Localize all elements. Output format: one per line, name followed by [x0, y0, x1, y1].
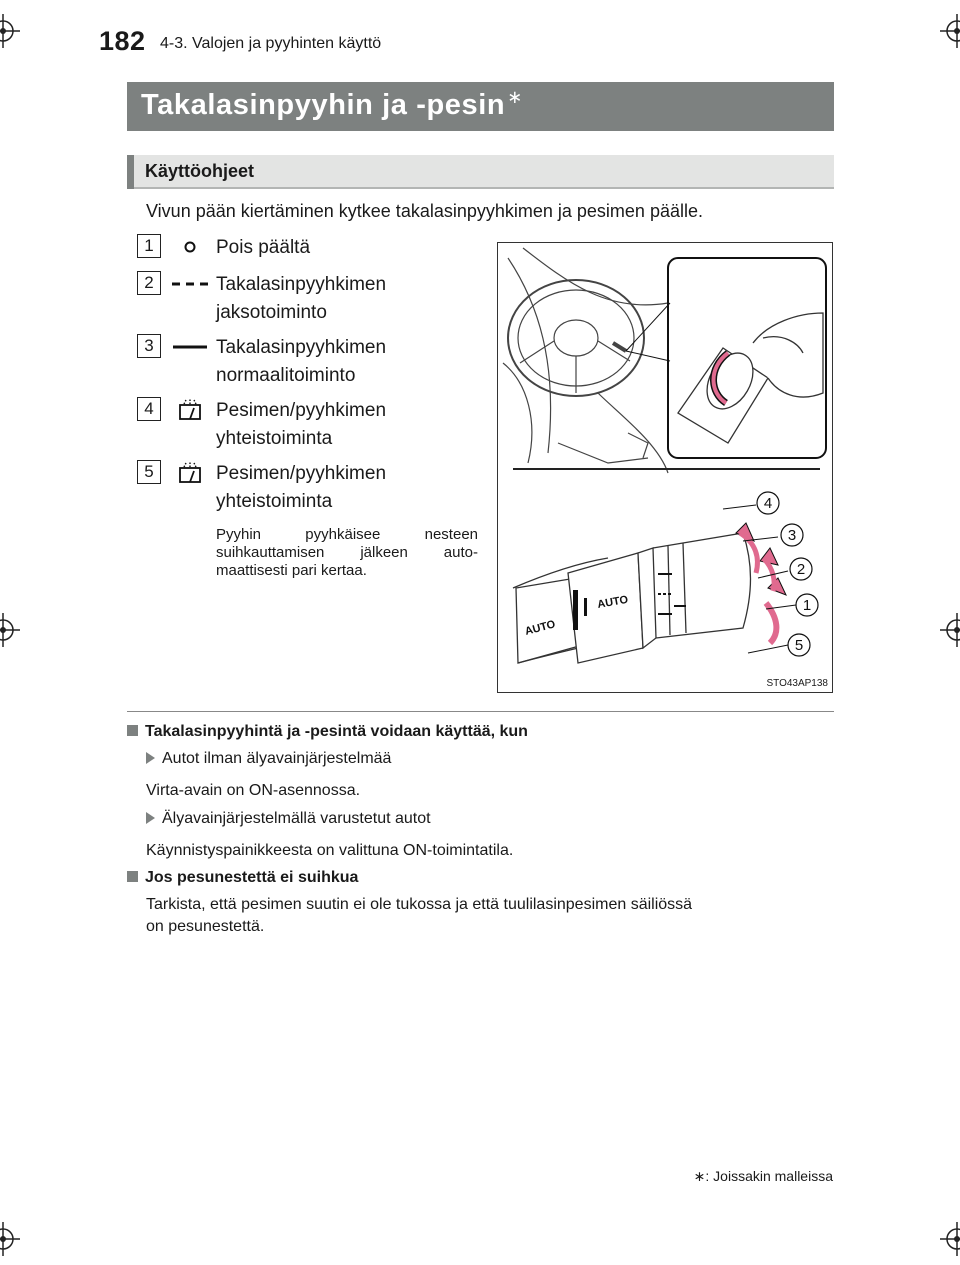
square-bullet-icon	[127, 871, 138, 882]
square-bullet-icon	[127, 725, 138, 736]
item-number: 4	[137, 397, 161, 421]
intro-text: Vivun pään kiertäminen kytkee takalasinpyyhkimen ja pesimen päälle.	[146, 201, 703, 221]
item-number: 5	[137, 460, 161, 484]
callout-2: 2	[796, 561, 806, 578]
crop-mark	[0, 1222, 20, 1256]
washer-wiper-icon	[171, 399, 209, 421]
washer-wiper-icon	[171, 462, 209, 484]
asterisk-icon: ∗	[507, 87, 523, 107]
page-title: Takalasinpyyhin ja -pesin ∗	[141, 87, 523, 121]
dashed-line-icon	[171, 273, 209, 295]
subheading-accent	[127, 155, 134, 189]
triangle-bullet-icon	[146, 752, 155, 764]
running-head: 4-3. Valojen ja pyyhinten käyttö	[160, 35, 382, 52]
crop-mark	[940, 14, 960, 48]
callout-3: 3	[787, 527, 797, 544]
callout-5: 5	[794, 637, 804, 654]
wiper-stalk-illustration	[497, 242, 833, 693]
stalk-label-auto: AUTO	[523, 618, 557, 638]
subheading-bar	[127, 155, 834, 189]
section-heading: Takalasinpyyhintä ja -pesintä voidaan käyttää, kun	[127, 723, 528, 741]
body-text: Virta-avain on ON-asennossa.	[146, 782, 361, 799]
illustration-drawing	[498, 243, 834, 694]
item-number: 3	[137, 334, 161, 358]
item-number: 1	[137, 234, 161, 258]
note-text: Pyyhin pyyhkäisee nesteen suihkauttamisen jälkeen auto-maattisesti pari kertaa.	[216, 526, 478, 579]
stalk-label-auto: AUTO	[596, 593, 630, 611]
title-bar	[127, 82, 834, 131]
item-label: Pois päältä	[216, 237, 311, 258]
crop-mark	[0, 613, 20, 647]
body-text: on pesunestettä.	[146, 918, 265, 935]
callout-1: 1	[802, 597, 812, 614]
item-label: Takalasinpyyhkimen normaalitoiminto	[216, 337, 387, 386]
triangle-bullet-icon	[146, 812, 155, 824]
divider	[127, 711, 834, 712]
crop-mark	[940, 613, 960, 647]
solid-line-icon	[171, 336, 209, 358]
callout-4: 4	[763, 495, 773, 512]
section-heading: Jos pesunestettä ei suihkua	[127, 869, 358, 887]
asterisk-icon: ∗	[693, 1168, 706, 1184]
off-circle-icon	[171, 236, 209, 258]
item-label: Pesimen/pyyhkimen yhteistoiminta	[216, 463, 387, 512]
body-text: Käynnistyspainikkeesta on valittuna ON-toimintatila.	[146, 842, 514, 859]
page-number: 182	[99, 26, 146, 56]
footnote: ∗: Joissakin malleissa	[693, 1168, 833, 1184]
subheading: Käyttöohjeet	[145, 161, 255, 181]
crop-mark	[940, 1222, 960, 1256]
condition-bullet: Älyavainjärjestelmällä varustetut autot	[146, 810, 431, 828]
condition-bullet: Autot ilman älyavainjärjestelmää	[146, 750, 391, 768]
item-label: Takalasinpyyhkimen jaksotoiminto	[216, 274, 387, 323]
item-label: Pesimen/pyyhkimen yhteistoiminta	[216, 400, 387, 449]
item-number: 2	[137, 271, 161, 295]
figure-code: STO43AP138	[766, 678, 828, 689]
body-text: Tarkista, että pesimen suutin ei ole tukossa ja että tuulilasinpesimen säiliössä	[146, 896, 693, 913]
crop-mark	[0, 14, 20, 48]
